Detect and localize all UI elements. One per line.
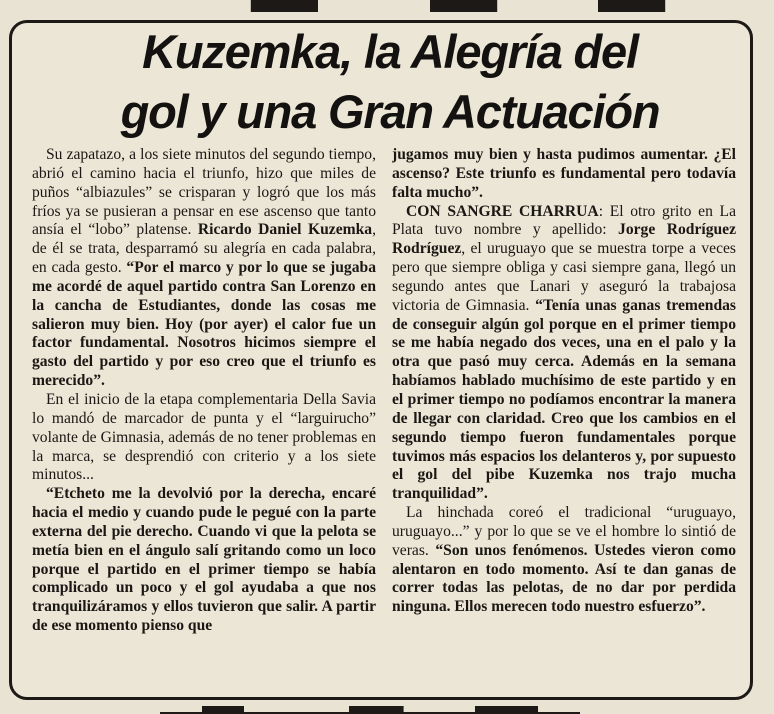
paragraph: [392, 146, 736, 203]
paragraph: [32, 146, 376, 391]
paragraph: [32, 391, 376, 485]
text-run: En el inicio de la etapa complementaria Della Savia lo mandó de marcador de punta y el “larguirucho” volante de Gimnasia, además de no tener problemas en la marca, se desprendió con criterio y a los siete minutos...: [32, 390, 376, 484]
bold-text-run: CON SANGRE CHARRUA: [406, 202, 599, 220]
headline-line-1: Kuzemka, la Alegría del: [142, 25, 638, 78]
bold-text-run: Jorge Rodríguez Rodríguez: [392, 221, 736, 258]
article-body: [32, 146, 740, 692]
paragraph: [32, 485, 376, 636]
bold-text-run: “Etcheto me la devolvió por la derecha, encaré hacia el medio y cuando pude le pegué con la parte externa del pie derecho. Cuando vi que la pelota se metía bien en el ángulo salí gritando como un loco porque el partido en el primer tiempo se había complicado un poco y el gol ayudaba a que nos tranquilizáramos y ellos tuvieron que salir. A partir de ese momento pienso que: [32, 485, 376, 635]
paragraph: [392, 203, 736, 505]
left-column: [32, 146, 376, 692]
next-headline-fragment: [0, 700, 774, 714]
text-run: La hinchada coreó el tradicional “uruguayo, uruguayo...” y por lo que se ve el hombre lo sintió de veras.: [392, 504, 736, 559]
paragraph: [392, 504, 736, 617]
article-headline: [20, 22, 760, 142]
bold-text-run: “Por el marco y por lo que se jugaba me acordé de aquel partido contra San Lorenzo en la cancha de Estudiantes, donde las cosas me salieron muy bien. Hoy (por ayer) el calor fue un factor fundamental. Nosotros hicimos siempre el gasto del partido y por eso creo que el triunfo es merecido”.: [32, 259, 376, 390]
right-column: [392, 146, 736, 692]
headline-line-2: gol y una Gran Actuación: [120, 85, 660, 138]
text-run: , el uruguayo que se muestra torpe a veces pero que siempre obliga y casi siempre gana, llegó un segundo antes que Lanari y aseguró la trabajosa victoria de Gimnasia.: [392, 240, 736, 314]
text-run: , de él se trata, desparramó su alegría en cada palabra, en cada gesto.: [32, 221, 376, 277]
bold-text-run: “Tenía unas ganas tremendas de conseguir algún gol porque en el primer tiempo se me había negado dos veces, una en el palo y la otra que pasó muy cerca. Además en la semana habíamos hablado muchísimo de este partido y en el primer tiempo no podíamos encontrar la manera de llegar con claridad. Creo que los cambios en el segundo tiempo fueron fundamentales porque tuvimos más espacios los delanteros y, por supuesto el gol del pibe Kuzemka nos trajo mucha tranquilidad”.: [392, 296, 736, 503]
text-run: Su zapatazo, a los siete minutos del segundo tiempo, abrió el camino hacia el triunfo, hizo que miles de puños “albiazules” se crisparan y logró que los más fríos ya se pusieran a pensar en ese ascenso que tanto ansía el “lobo” platense.: [32, 146, 376, 239]
previous-headline-fragment: [0, 0, 774, 18]
bold-text-run: Ricardo Daniel Kuzemka: [197, 221, 373, 239]
text-run: : El otro grito en La Plata tuvo nombre y apellido:: [392, 202, 736, 239]
bold-text-run: “Son unos fenómenos. Ustedes vieron como alentaron en todo momento. Así te dan ganas de correr todas las pelotas, de no dar por perdida ninguna. Ellos merecen todo nuestro esfuerzo”.: [392, 541, 736, 616]
bold-text-run: jugamos muy bien y hasta pudimos aumentar. ¿El ascenso? Este triunfo es fundamental pero todavía falta mucho”.: [392, 146, 736, 201]
